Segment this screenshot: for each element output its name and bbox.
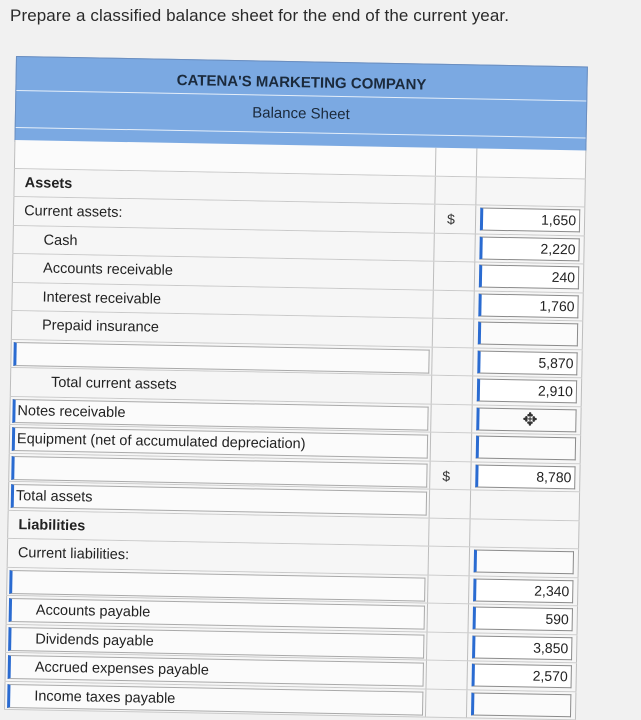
balance-sheet-table — [4, 56, 588, 716]
row-label: Accrued expenses payable — [34, 659, 210, 679]
move-cursor-icon: ✥ — [522, 408, 538, 430]
row-label: Accounts payable — [35, 602, 151, 621]
row-label: Assets — [24, 174, 73, 192]
amount-input[interactable]: 8,780 — [475, 464, 575, 489]
row-label: Prepaid insurance — [41, 317, 160, 336]
row-label: Dividends payable — [35, 630, 154, 650]
question-prompt: Prepare a classified balance sheet for the end of the current year. — [10, 6, 510, 25]
row-label: Accounts receivable — [42, 260, 174, 279]
amount-input[interactable]: 2,220 — [479, 236, 579, 261]
amount-input[interactable]: 1,760 — [478, 293, 578, 318]
company-name: CATENA'S MARKETING COMPANY — [176, 71, 427, 94]
row-label: Interest receivable — [42, 289, 162, 308]
row-label: Income taxes payable — [34, 687, 176, 707]
amount-input[interactable]: 590 — [473, 606, 573, 631]
table-grid — [4, 140, 586, 720]
amount-input[interactable]: 2,570 — [472, 663, 572, 688]
row-label: Current liabilities: — [17, 545, 130, 564]
label-input[interactable] — [7, 683, 423, 715]
dollar-sign: $ — [446, 210, 456, 228]
amount-input[interactable]: 240 — [479, 265, 579, 290]
dollar-sign: $ — [442, 467, 451, 484]
row-label: Notes receivable — [17, 402, 126, 421]
statement-title: Balance Sheet — [252, 104, 350, 124]
table-header — [14, 56, 587, 152]
row-label: Equipment (net of accumulated depreciation) — [16, 431, 306, 453]
row-label: Total assets — [15, 488, 93, 506]
amount-input[interactable]: 2,910 — [477, 379, 577, 404]
row-label: Liabilities — [18, 516, 86, 534]
row-label: Total current assets — [50, 374, 177, 393]
amount-input[interactable] — [476, 435, 576, 460]
row-label: Current assets: — [24, 203, 123, 221]
row-label: Cash — [43, 232, 78, 249]
amount-input[interactable]: 5,870 — [477, 350, 577, 375]
amount-input[interactable]: 2,340 — [473, 578, 573, 603]
amount-input[interactable] — [478, 322, 578, 347]
amount-input[interactable]: 3,850 — [472, 635, 572, 660]
amount-input[interactable]: 1,650 — [480, 208, 580, 233]
amount-input[interactable] — [471, 692, 571, 717]
amount-input[interactable] — [474, 549, 574, 574]
